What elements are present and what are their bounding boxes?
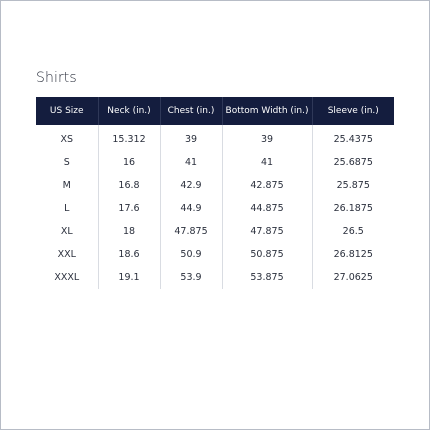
cell-size: XXXL: [54, 272, 80, 283]
cell-size: M: [62, 180, 71, 191]
cell-sleeve: 26.5: [312, 220, 394, 243]
cell-sleeve: 25.6875: [312, 151, 394, 174]
cell-chest: 50.9: [160, 243, 222, 266]
cell-neck: 19.1: [98, 266, 160, 289]
cell-chest: 41: [160, 151, 222, 174]
column-header-neck: Neck (in.): [98, 97, 160, 125]
column-header-bottom-width: Bottom Width (in.): [222, 97, 312, 125]
table-row: [36, 266, 394, 289]
column-header-chest: Chest (in.): [160, 97, 222, 125]
cell-neck: 15.312: [98, 125, 160, 151]
table-row: [36, 243, 394, 266]
cell-size: XXL: [57, 249, 76, 260]
table-row: [36, 151, 394, 174]
cell-sleeve: 25.4375: [312, 125, 394, 151]
cell-bottom-width: 44.875: [222, 197, 312, 220]
cell-bottom-width: 53.875: [222, 266, 312, 289]
cell-sleeve: 26.8125: [312, 243, 394, 266]
table-row: [36, 125, 394, 151]
cell-chest: 47.875: [160, 220, 222, 243]
cell-chest: 44.9: [160, 197, 222, 220]
cell-neck: 18.6: [98, 243, 160, 266]
cell-chest: 53.9: [160, 266, 222, 289]
cell-bottom-width: 42.875: [222, 174, 312, 197]
cell-neck: 18: [98, 220, 160, 243]
cell-size: S: [63, 157, 70, 168]
table-row: [36, 197, 394, 220]
cell-bottom-width: 41: [222, 151, 312, 174]
size-chart-table: [36, 97, 394, 289]
cell-bottom-width: 47.875: [222, 220, 312, 243]
table-header-row: [36, 97, 394, 125]
cell-neck: 16: [98, 151, 160, 174]
table-row: [36, 220, 394, 243]
cell-bottom-width: 39: [222, 125, 312, 151]
section-title: Shirts: [36, 70, 77, 86]
cell-bottom-width: 50.875: [222, 243, 312, 266]
cell-sleeve: 25.875: [312, 174, 394, 197]
cell-sleeve: 27.0625: [312, 266, 394, 289]
table-row: [36, 174, 394, 197]
cell-neck: 17.6: [98, 197, 160, 220]
cell-neck: 16.8: [98, 174, 160, 197]
cell-chest: 39: [160, 125, 222, 151]
cell-size: L: [64, 203, 70, 214]
cell-sleeve: 26.1875: [312, 197, 394, 220]
cell-chest: 42.9: [160, 174, 222, 197]
cell-size: XS: [60, 134, 74, 145]
column-header-sleeve: Sleeve (in.): [312, 97, 394, 125]
column-header-us-size: US Size: [49, 106, 84, 116]
cell-size: XL: [60, 226, 73, 237]
